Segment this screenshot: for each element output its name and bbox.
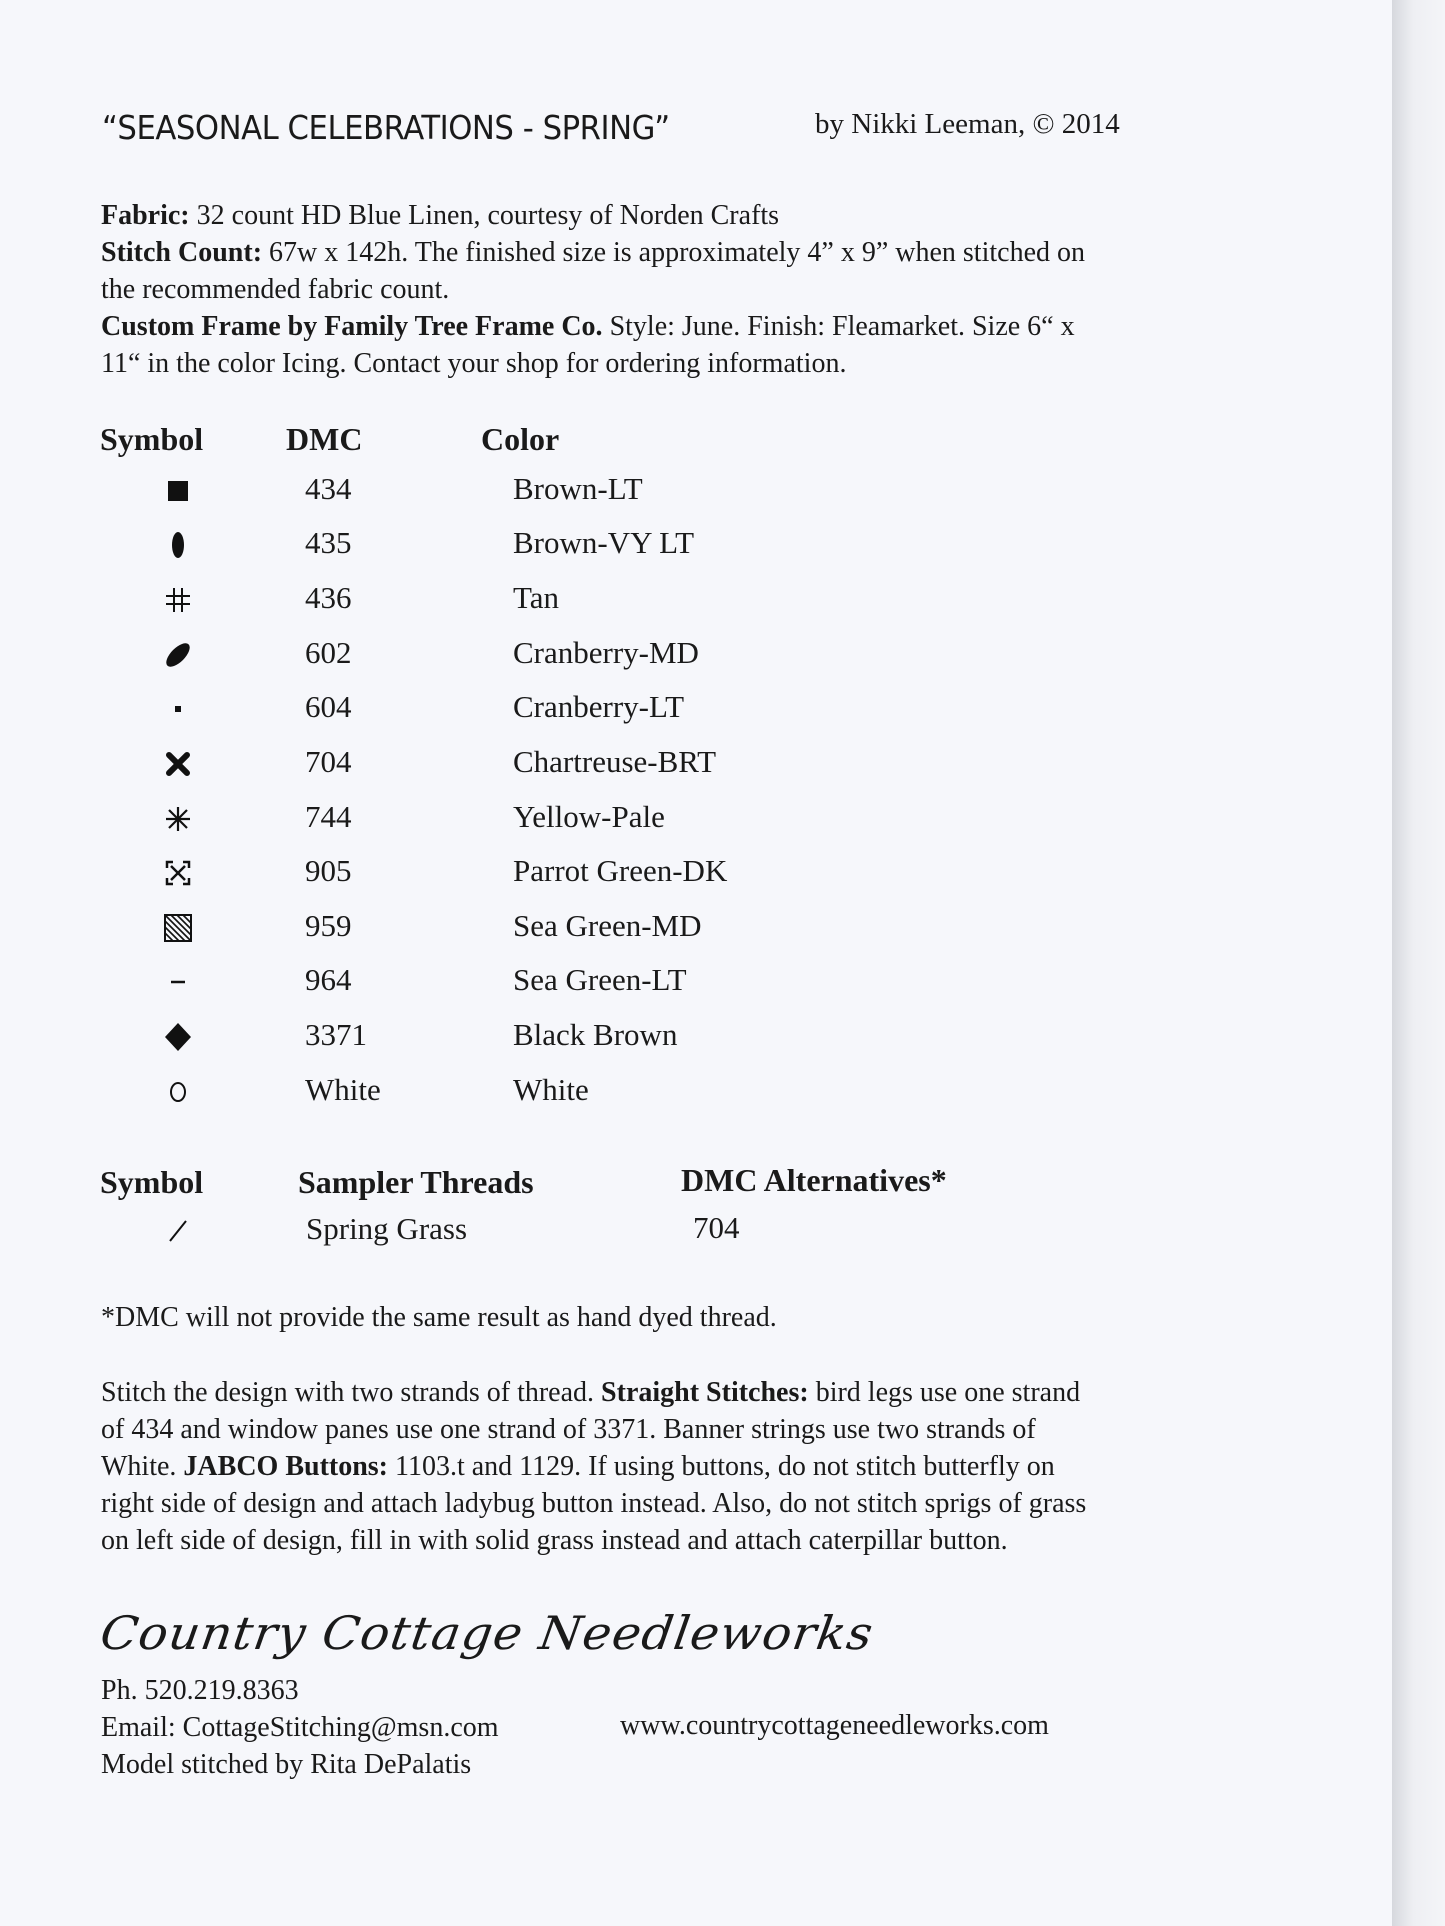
dmc-cell: 434 [305, 471, 352, 506]
small-dot-icon [158, 689, 198, 729]
dmc-cell: 905 [305, 853, 352, 888]
author-byline: by Nikki Leeman, © 2014 [815, 108, 1120, 140]
key-header-symbol: Symbol [100, 421, 204, 457]
page-edge-shadow [1392, 0, 1445, 1926]
stitch-count-line: Stitch Count: 67w x 142h. The finished size is approximately 4” x 9” when stitched on [101, 237, 1085, 268]
sampler-alternative-cell: 704 [693, 1210, 740, 1245]
slanted-oval-icon [158, 635, 198, 675]
bold-x-icon [158, 744, 198, 784]
brand-signature: Country Cottage Needleworks [97, 1606, 878, 1660]
sampler-header-symbol: Symbol [100, 1164, 204, 1200]
color-cell: Tan [513, 580, 560, 615]
color-cell: Cranberry-LT [513, 689, 685, 724]
dmc-cell: 602 [305, 635, 352, 670]
color-cell: Parrot Green-DK [513, 853, 728, 888]
slash-icon [158, 1211, 198, 1251]
instructions-line-2: of 434 and window panes use one strand of 3371. Banner strings use two strands of [101, 1414, 1036, 1445]
frame-line: Custom Frame by Family Tree Frame Co. Style: June. Finish: Fleamarket. Size 6“ x [101, 311, 1075, 342]
arrow-x-icon [158, 853, 198, 893]
dmc-footnote: *DMC will not provide the same result as hand dyed thread. [101, 1302, 777, 1333]
sampler-header-threads: Sampler Threads [298, 1164, 534, 1200]
filled-square-icon [158, 471, 198, 511]
frame-line-2: 11“ in the color Icing. Contact your shop for ordering information. [101, 348, 847, 379]
diamond-icon [158, 1017, 198, 1057]
circle-icon [158, 1072, 198, 1112]
dmc-cell: 3371 [305, 1017, 367, 1052]
dash-icon [158, 962, 198, 1002]
dmc-cell: 704 [305, 744, 352, 779]
key-header-dmc: DMC [286, 421, 363, 457]
sampler-header-alternatives: DMC Alternatives* [681, 1162, 947, 1198]
pattern-title: “SEASONAL CELEBRATIONS - SPRING” [102, 108, 670, 147]
stitch-count-line-2: the recommended fabric count. [101, 274, 450, 305]
instructions-line-5: on left side of design, fill in with solid grass instead and attach caterpillar button. [101, 1525, 1008, 1556]
color-cell: Chartreuse-BRT [513, 744, 717, 779]
instructions-line-3: White. JABCO Buttons: 1103.t and 1129. If using buttons, do not stitch butterfly on [101, 1451, 1055, 1482]
dmc-cell: 435 [305, 525, 352, 560]
key-header-color: Color [481, 421, 560, 457]
phone-number: Ph. 520.219.8363 [101, 1675, 299, 1706]
color-cell: White [513, 1072, 589, 1107]
instructions-line-1: Stitch the design with two strands of thread. Straight Stitches: bird legs use one strand [101, 1377, 1081, 1408]
color-cell: Black Brown [513, 1017, 678, 1052]
sampler-thread-cell: Spring Grass [306, 1211, 468, 1246]
hash-icon [158, 580, 198, 620]
color-cell: Sea Green-LT [513, 962, 687, 997]
email-address: Email: CottageStitching@msn.com [101, 1712, 499, 1743]
hatched-square-icon [158, 908, 198, 948]
dmc-cell: White [305, 1072, 381, 1107]
color-cell: Cranberry-MD [513, 635, 699, 670]
color-cell: Brown-LT [513, 471, 643, 506]
dmc-cell: 436 [305, 580, 352, 615]
dmc-cell: 744 [305, 799, 352, 834]
color-cell: Yellow-Pale [513, 799, 665, 834]
filled-oval-icon [158, 525, 198, 565]
dmc-cell: 959 [305, 908, 352, 943]
color-cell: Sea Green-MD [513, 908, 702, 943]
fabric-line: Fabric: 32 count HD Blue Linen, courtesy of Norden Crafts [101, 200, 780, 231]
dmc-cell: 964 [305, 962, 352, 997]
website-url: www.countrycottageneedleworks.com [620, 1710, 1049, 1741]
model-credit: Model stitched by Rita DePalatis [101, 1749, 472, 1780]
color-cell: Brown-VY LT [513, 525, 695, 560]
asterisk-icon [158, 799, 198, 839]
instructions-line-4: right side of design and attach ladybug button instead. Also, do not stitch sprigs of grass [101, 1488, 1087, 1519]
dmc-cell: 604 [305, 689, 352, 724]
